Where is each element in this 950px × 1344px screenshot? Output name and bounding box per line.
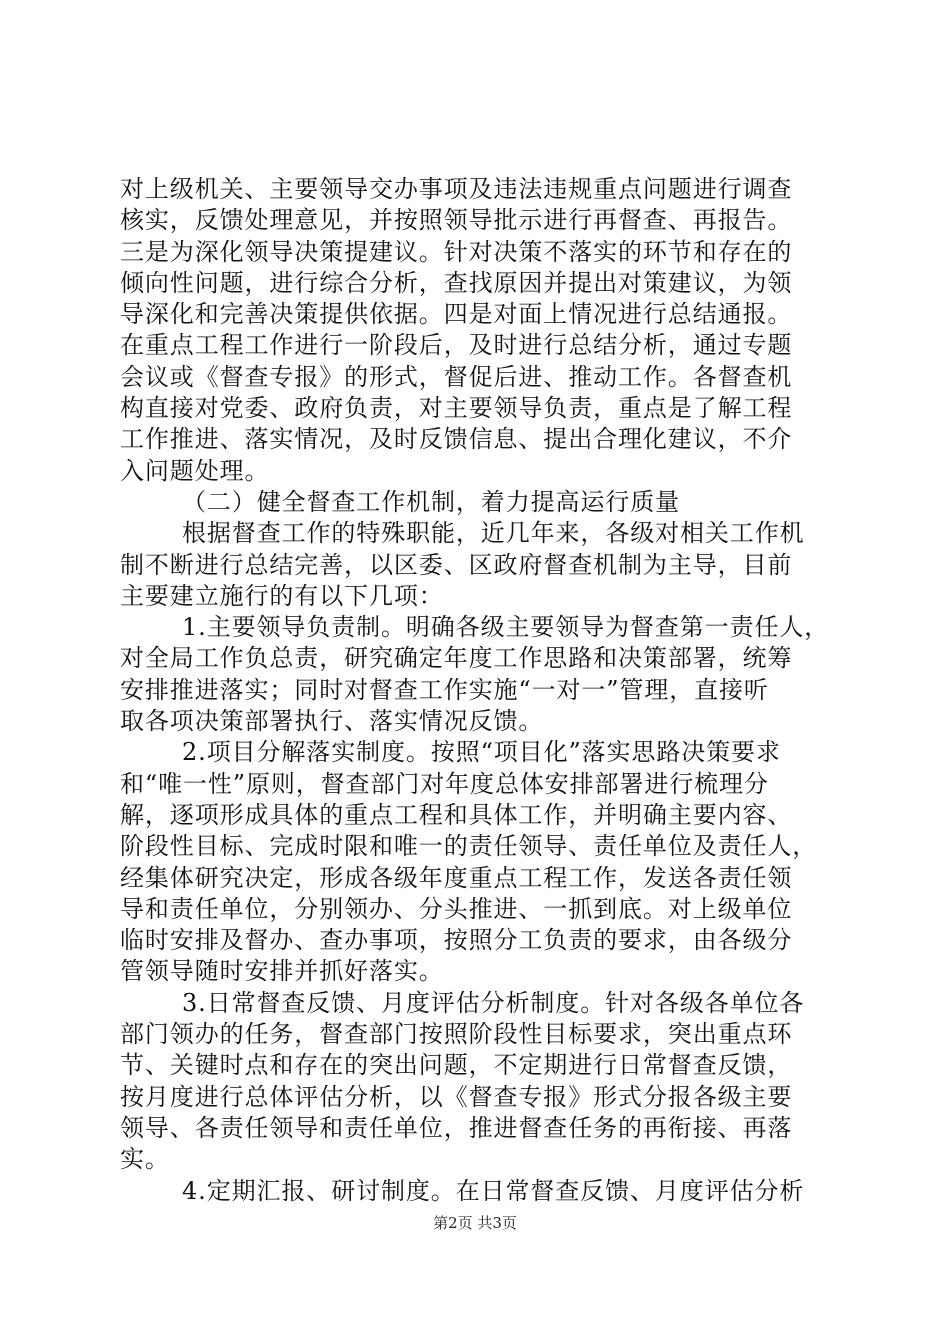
body-text [120,174,832,1207]
text-line: 三是为深化领导决策提建议。针对决策不落实的环节和存在的 [120,237,793,266]
text-line: 3.日常督查反馈、月度评估分析制度。针对各级各单位各 [182,988,805,1017]
text-line: 临时安排及督办、查办事项，按照分工负责的要求，由各级分 [120,926,793,955]
text-line: 倾向性问题，进行综合分析，查找原因并提出对策建议，为领 [120,268,793,297]
text-line: 会议或《督查专报》的形式，督促后进、推动工作。各督查机 [120,362,793,391]
text-line: 安排推进落实；同时对督查工作实施“一对一”管理，直接听 [120,675,769,704]
text-line: 解，逐项形成具体的重点工程和具体工作，并明确主要内容、 [120,800,793,829]
text-line: 工作推进、落实情况，及时反馈信息、提出合理化建议，不介 [120,425,793,454]
text-line: 导深化和完善决策提供依据。四是对面上情况进行总结通报。 [120,300,793,329]
text-line: 按月度进行总体评估分析，以《督查专报》形式分报各级主要 [120,1082,793,1111]
text-line: 构直接对党委、政府负责，对主要领导负责，重点是了解工程 [120,394,793,423]
text-line: 阶段性目标、完成时限和唯一的责任领导、责任单位及责任人， [120,832,818,861]
text-line: 入问题处理。 [120,456,270,485]
text-line: 和“唯一性”原则，督查部门对年度总体安排部署进行梳理分 [120,769,769,798]
text-line: 管领导随时安排并抓好落实。 [120,957,444,986]
text-line: 节、关键时点和存在的突出问题，不定期进行日常督查反馈， [120,1051,793,1080]
text-line: 导和责任单位，分别领办、分头推进、一抓到底。对上级单位 [120,894,793,923]
text-line: 2.项目分解落实制度。按照“项目化”落实思路决策要求 [182,738,781,767]
page-footer: 第2页 共3页 [433,1214,517,1232]
text-line: 经集体研究决定，形成各级年度重点工程工作，发送各责任领 [120,863,793,892]
text-line: 部门领办的任务，督查部门按照阶段性目标要求，突出重点环 [120,1020,793,1049]
text-line: 领导、各责任领导和责任单位，推进督查任务的再衔接、再落 [120,1113,793,1142]
text-line: 取各项决策部署执行、落实情况反馈。 [120,707,544,736]
section-heading: （二）健全督查工作机制，着力提高运行质量 [182,487,680,516]
text-line: 核实，反馈处理意见，并按照领导批示进行再督查、再报告。 [120,206,793,235]
text-line: 4.定期汇报、研讨制度。在日常督查反馈、月度评估分析 [182,1176,805,1205]
text-line: 在重点工程工作进行一阶段后，及时进行总结分析，通过专题 [120,331,793,360]
text-line: 对上级机关、主要领导交办事项及违法违规重点问题进行调查 [120,175,793,203]
text-line: 实。 [120,1145,170,1174]
text-line: 1.主要领导负责制。明确各级主要领导为督查第一责任人， [182,613,830,642]
text-line: 主要建立施行的有以下几项： [120,581,444,610]
text-line: 制不断进行总结完善，以区委、区政府督查机制为主导，目前 [120,550,793,579]
text-line: 对全局工作负总责，研究确定年度工作思路和决策部署，统筹 [120,644,793,673]
text-line: 根据督查工作的特殊职能，近几年来，各级对相关工作机 [182,519,805,548]
